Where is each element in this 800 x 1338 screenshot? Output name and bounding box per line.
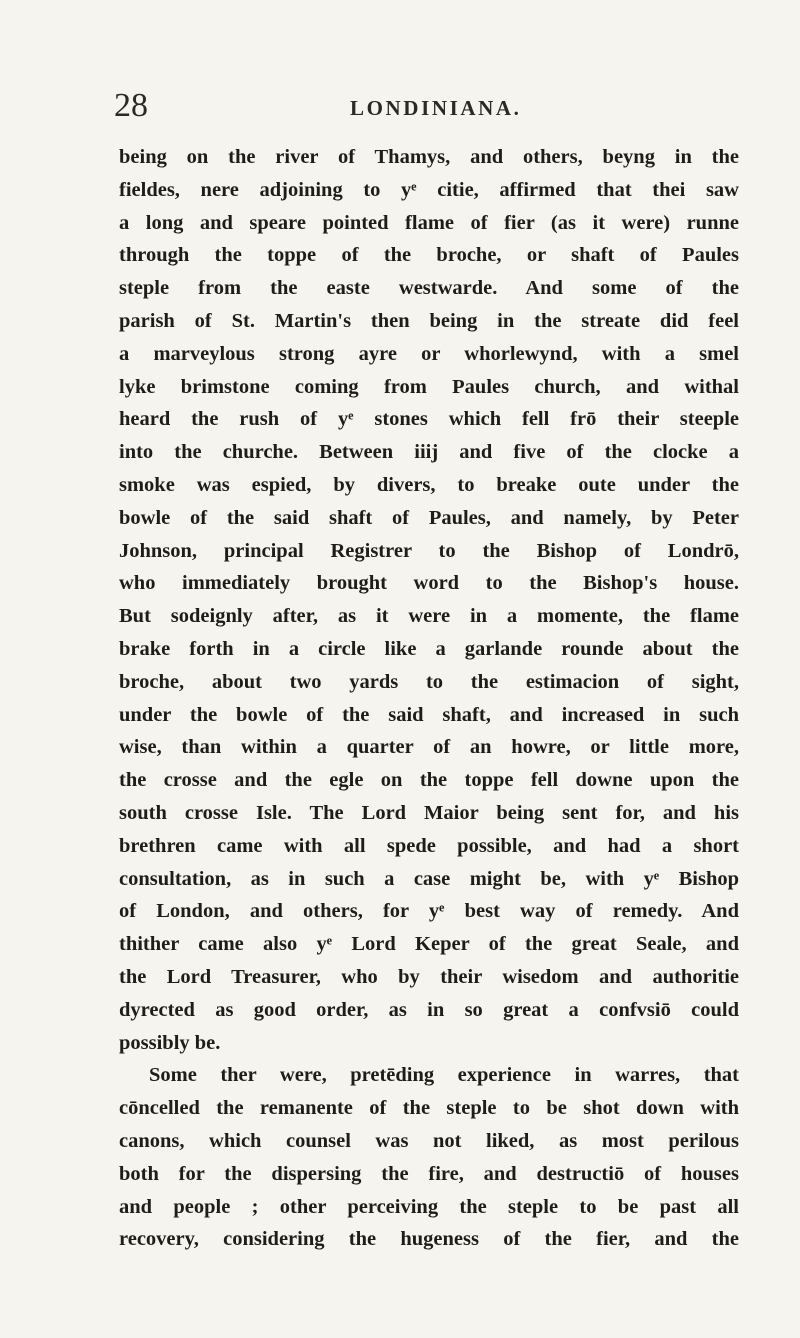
text-line: steple from the easte westwarde. And some of the bbox=[119, 277, 739, 300]
text-line: But sodeignly after, as it were in a momente, the flame bbox=[119, 605, 739, 628]
text-line: and people ; other perceiving the steple to be past all bbox=[119, 1195, 739, 1218]
text-line: the Lord Treasurer, who by their wisedom and authoritie bbox=[119, 965, 739, 988]
text-line: through the toppe of the broche, or shaft of Paules bbox=[119, 244, 739, 267]
text-line: of London, and others, for yᵉ best way of remedy. And bbox=[119, 900, 739, 923]
page-header bbox=[114, 86, 734, 126]
text-line: broche, about two yards to the estimacion of sight, bbox=[119, 670, 739, 693]
body-text bbox=[119, 141, 739, 1256]
text-line: into the churche. Between iiij and five of the clocke a bbox=[119, 441, 739, 464]
text-line: under the bowle of the said shaft, and increased in such bbox=[119, 703, 739, 726]
text-line: who immediately brought word to the Bishop's house. bbox=[119, 572, 739, 595]
text-line: consultation, as in such a case might be, with yᵉ Bishop bbox=[119, 867, 739, 890]
text-line: being on the river of Thamys, and others, beyng in the bbox=[119, 146, 739, 168]
text-line: parish of St. Martin's then being in the streate did feel bbox=[119, 309, 739, 332]
running-title: LONDINIANA. bbox=[350, 96, 522, 120]
text-line: thither came also yᵉ Lord Keper of the great Seale, and bbox=[119, 933, 739, 956]
text-line: bowle of the said shaft of Paules, and namely, by Peter bbox=[119, 506, 739, 529]
text-line: Some ther were, pretēding experience in warres, that bbox=[149, 1064, 739, 1087]
text-line: recovery, considering the hugeness of the fier, and the bbox=[119, 1228, 739, 1251]
text-line: fieldes, nere adjoining to yᵉ citie, affirmed that thei saw bbox=[119, 178, 739, 201]
text-line: south crosse Isle. The Lord Maior being sent for, and his bbox=[119, 801, 739, 824]
text-line: the crosse and the egle on the toppe fell downe upon the bbox=[119, 769, 739, 792]
text-line: heard the rush of yᵉ stones which fell frō their steeple bbox=[119, 408, 739, 431]
text-line: a long and speare pointed flame of fier (as it were) runne bbox=[119, 211, 739, 234]
text-line: lyke brimstone coming from Paules church, and withal bbox=[119, 375, 739, 398]
text-line: brake forth in a circle like a garlande rounde about the bbox=[119, 637, 739, 660]
text-line: cōncelled the remanente of the steple to be shot down with bbox=[119, 1097, 739, 1120]
text-line: brethren came with all spede possible, and had a short bbox=[119, 834, 739, 857]
page-number: 28 bbox=[114, 87, 148, 124]
text-line: Johnson, principal Registrer to the Bishop of Londrō, bbox=[119, 539, 739, 562]
text-line: possibly be. bbox=[119, 1031, 221, 1054]
text-line: dyrected as good order, as in so great a confvsiō could bbox=[119, 998, 739, 1021]
text-line: wise, than within a quarter of an howre, or little more, bbox=[119, 736, 739, 759]
text-line: smoke was espied, by divers, to breake oute under the bbox=[119, 473, 739, 496]
text-line: a marveylous strong ayre or whorlewynd, with a smel bbox=[119, 342, 739, 365]
text-line: canons, which counsel was not liked, as most perilous bbox=[119, 1129, 739, 1152]
text-line: both for the dispersing the fire, and destructiō of houses bbox=[119, 1162, 739, 1185]
